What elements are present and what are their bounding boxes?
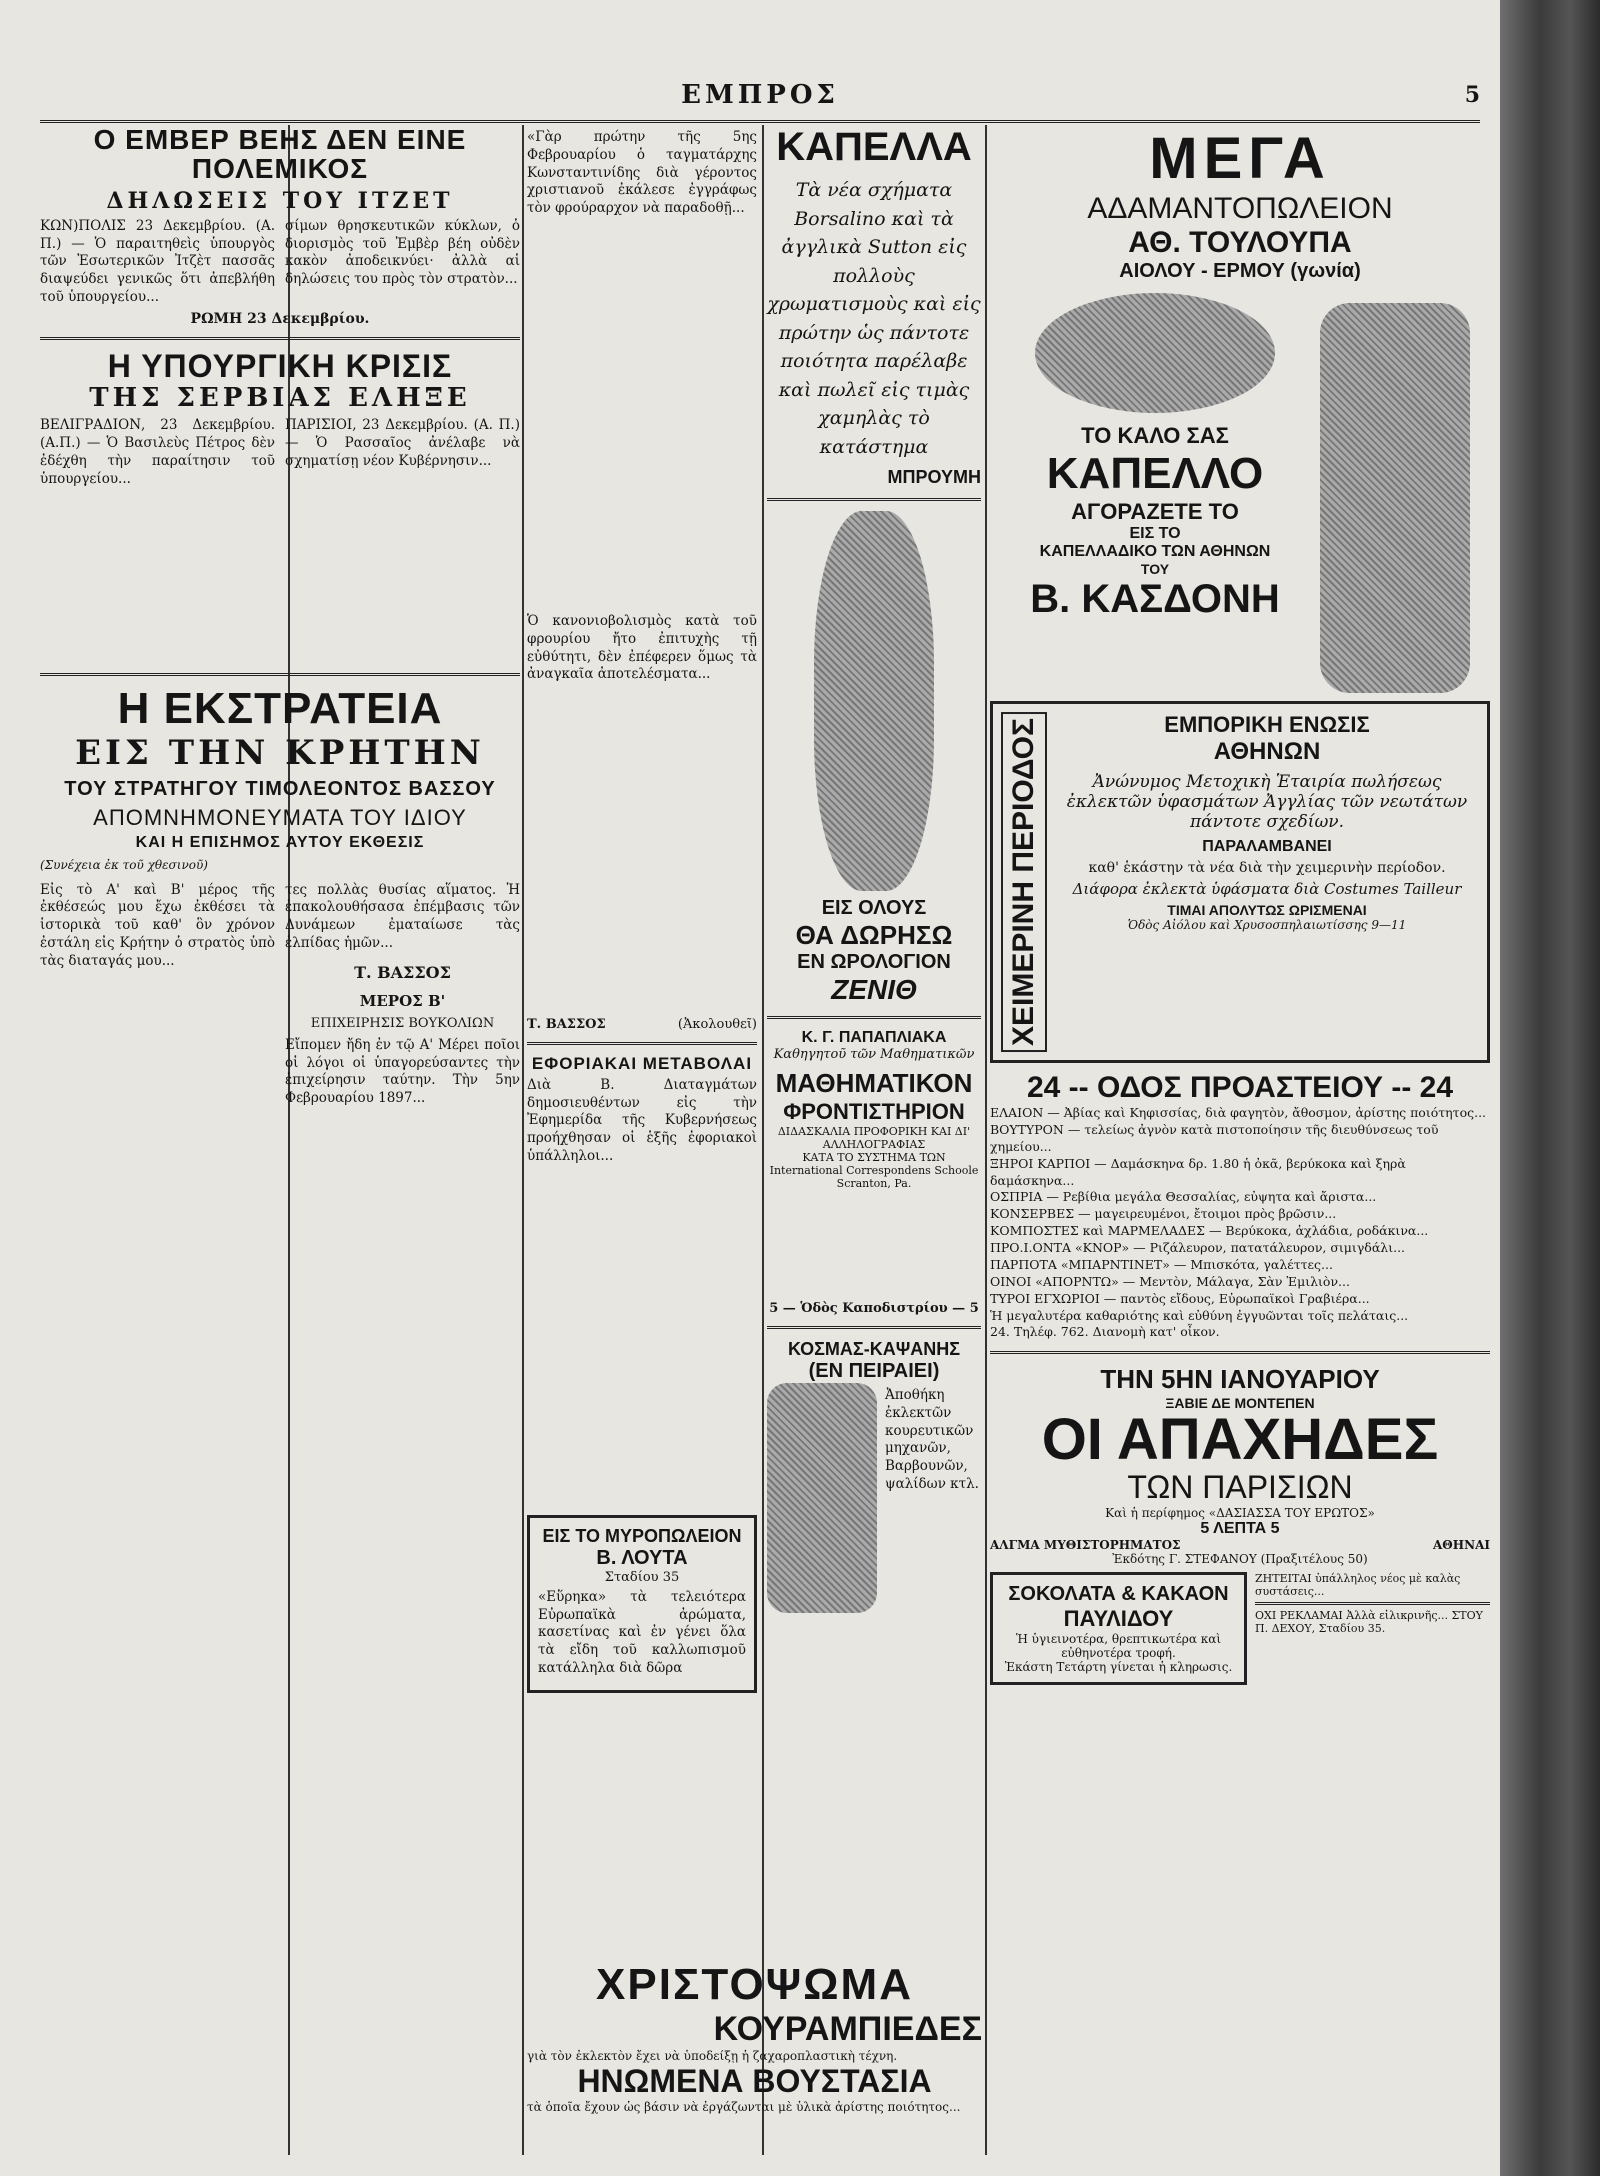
ad-kosmas-title: ΚΟΣΜΑΣ-ΚΑΨΑΝΗΣ (787, 1339, 961, 1359)
ad-proasteiou-item: ΟΣΠΡΙΑ — Ρεβίθια μεγάλα Θεσσαλίας, εὐψητα καὶ ἄριστα... (990, 1189, 1377, 1205)
ad-kourabiedes: ΚΟΥΡΑΜΠΙΕΔΕΣ (713, 2010, 982, 2048)
ad-emporiki-text: Ἀνώνυμος Μετοχικὴ Ἑταιρία πωλήσεως ἐκλεκτῶν ὑφασμάτων Ἀγγλίας τῶν νεωτάτων πάντοτε σχεδίων. (1066, 772, 1468, 832)
ad-papapliaka-sub: Καθηγητοῦ τῶν Μαθηματικῶν (773, 1047, 975, 1062)
ad-hat-name: Β. ΚΑΣΔΟΝΗ (1030, 577, 1280, 621)
ad-proasteiou-item: ΒΟΥΤΥΡΟΝ — τελείως ἀγνὸν κατὰ πιστοποίησιν τῆς διευθύνσεως τοῦ χημείου... (990, 1121, 1439, 1154)
woman-illustration (1320, 303, 1470, 693)
ad-proasteiou-item: ΚΟΝΣΕΡΒΕΣ — μαγειρευμένοι, ἔτοιμοι πρὸς βρῶσιν... (990, 1206, 1337, 1222)
article-text: ΚΩΝ)ΠΟΛΙΣ 23 Δεκεμβρίου. (Α. Π.) — Ὁ παραιτηθεὶς ὑπουργὸς τῶν Ἐσωτερικῶν Ἰτζὲτ πασσᾶς διαψεύδει γενικῶς ὅτι ἀπεβλήθη τοῦ ὑπουργείου... (40, 217, 275, 306)
headline-serbia: Η ΥΠΟΥΡΓΙΚΗ ΚΡΙΣΙΣ (107, 347, 453, 384)
article-text: «Γὰρ πρώτην τῆς 5ης Φεβρουαρίου ὁ ταγματάρχης Κωνσταντινίδης διὰ γέροντος χριστιανοῦ ἐκάλεσε ἐγγράφως τὸν φρούραρχον νὰ παραδοθῇ... (527, 129, 757, 217)
subheadline-serbia: ΤΗΣ ΣΕΡΒΙΑΣ ΕΛΗΞΕ (89, 383, 471, 414)
ad-mega: ΜΕΓΑ (1149, 126, 1331, 191)
ad-kapella-title: ΚΑΠΕΛΛΑ (776, 125, 972, 169)
article-text: Εἴπομεν ἤδη ἐν τῷ Α' Μέρει ποῖοι οἱ λόγοι οἱ ὑπαγορεύσαντες τὴν ἐπιχείρησιν ταύτην. Τὴν 5ην Φεβρουαρίου 1897... (285, 1036, 520, 1107)
masthead-title: ΕΜΠΡΟΣ (681, 80, 839, 110)
ad-zenith-line: ΕΙΣ ΟΛΟΥΣ (821, 897, 927, 919)
ad-papapliaka-name: Κ. Γ. ΠΑΠΑΠΛΙΑΚΑ (801, 1029, 947, 1046)
ad-apachides-title: ΟΙ ΑΠΑΧΗΔΕΣ (1041, 1407, 1439, 1473)
ad-zenith-brand: ΖΕΝΙΘ (831, 974, 917, 1005)
page-number: 5 (1464, 82, 1480, 108)
classifieds (1255, 1572, 1490, 1685)
ad-emporiki-title: ΕΜΠΟΡΙΚΗ ΕΝΩΣΙΣ (1164, 712, 1370, 737)
section-subtitle: ΕΠΙΧΕΙΡΗΣΙΣ ΒΟΥΚΟΛΙΩΝ (310, 1015, 495, 1031)
ads-column-5 (990, 125, 1490, 1685)
ad-emporiki-title: ΑΘΗΝΩΝ (1213, 738, 1321, 765)
ad-hat-line: ΤΟΥ (1140, 561, 1170, 577)
masthead (40, 80, 1480, 123)
ad-christopsomo-title: ΧΡΙΣΤΟΨΩΜΑ (596, 1960, 913, 2009)
article-text: Ὁ κανονιοβολισμὸς κατὰ τοῦ φρουρίου ἤτο ἐπιτυχὴς τῇ εὐθύτητι, δὲν ἐπέφερεν ὅμως τὰ ἀναγκαῖα ἀποτελέσματα... (527, 613, 757, 683)
news-column-3 (527, 125, 757, 1701)
column-rule (985, 125, 987, 2155)
headline-line: ΚΑΙ Η ΕΠΙΣΗΜΟΣ ΑΥΤΟΥ ΕΚΘΕΣΙΣ (135, 833, 425, 851)
ad-kosmas-text: Ἀποθήκη ἐκλεκτῶν κουρευτικῶν μηχανῶν, Βαρβουνῶν, ψαλίδων κτλ. (885, 1387, 979, 1493)
ad-apachides-date: ΤΗΝ 5ΗΝ ΙΑΝΟΥΑΡΙΟΥ (1100, 1364, 1380, 1395)
ad-mega-line: ΑΔΑΜΑΝΤΟΠΩΛΕΙΟΝ (1087, 192, 1393, 225)
ad-mega-line: ΑΙΟΛΟΥ - ΕΡΜΟΥ (γωνία) (1119, 260, 1361, 282)
ad-math-title: ΜΑΘΗΜΑΤΙΚΟΝ (775, 1068, 973, 1098)
ad-proasteiou-item: ΠΑΡΠΟΤΑ «ΜΠΑΡΝΤΙΝΕΤ» — Μπισκότα, γαλέττες... (990, 1256, 1333, 1272)
article-text: τες πολλὰς θυσίας αἵματος. Ἡ ἐπακολουθήσασα ἐπέμβασις τῶν Δυνάμεων ἐματαίωσε τὰς ἐλπίδας ἡμῶν... (285, 881, 520, 951)
ad-text: «Εὕρηκα» τὰ τελειότερα Εὐρωπαϊκὰ ἀρώματα, κασετίνας καὶ ἐν γένει ὅλα τὰ εἴδη τοῦ καλλωπισμοῦ κατάλληλα διὰ δῶρα (538, 1588, 746, 1677)
ad-mega-line: ΑΘ. ΤΟΥΛΟΥΠΑ (1128, 226, 1352, 259)
ad-proasteiou-item: Ἡ μεγαλυτέρα καθαριότης καὶ εὐθύνη ἐγγυῶνται τοῖς πελάταις... (990, 1307, 1409, 1323)
santa-clock-illustration (814, 511, 934, 891)
ad-myropoleion (527, 1515, 757, 1693)
ad-name: Β. ΛΟΥΤΑ (596, 1546, 688, 1569)
ad-emporiki-vertical: ΧΕΙΜΕΡΙΝΗ ΠΕΡΙΟΔΟΣ (1001, 712, 1047, 1052)
article-text: ΠΑΡΙΣΙΟΙ, 23 Δεκεμβρίου. (Α. Π.) — Ὁ Ρασσαῖος ἀνέλαβε νὰ σχηματίσῃ νέον Κυβέρνησιν... (285, 417, 520, 470)
ad-proasteiou-item: ΞΗΡΟΙ ΚΑΡΠΟΙ — Δαμάσκηνα δρ. 1.80 ἡ ὀκᾶ, βερύκοκα καὶ ξηρὰ δαμάσκηνα... (990, 1155, 1406, 1188)
ad-proasteiou-item: 24. Τηλέφ. 762. Διανομὴ κατ' οἶκον. (990, 1324, 1220, 1340)
ad-apachides-city: ΑΘΗΝΑΙ (1433, 1538, 1490, 1553)
ad-apachides-author: ΞΑΒΙΕ ΔΕ ΜΟΝΤΕΠΕΝ (1165, 1395, 1315, 1412)
ad-apachides-text: Καὶ ἡ περίφημος «ΔΑΣΙΑΣΣΑ ΤΟΥ ΕΡΩΤΟΣ» (1105, 1506, 1375, 1521)
headline-crete: Η ΕΚΣΤΡΑΤΕΙΑ (117, 684, 443, 734)
classified-item: ΟΧΙ ΡΕΚΛΑΜΑΙ Ἀλλὰ εἰλικρινῆς... ΣΤΟΥ Π. ΔΕΧΟΥ, Σταδίου 35. (1255, 1609, 1483, 1636)
ad-proasteiou-item: ΚΟΜΠΟΣΤΕΣ καὶ ΜΑΡΜΕΛΑΔΕΣ — Βερύκοκα, ἀχλάδια, ροδάκινα... (990, 1223, 1429, 1239)
ad-math-title2: ΦΡΟΝΤΙΣΤΗΡΙΟΝ (783, 1099, 965, 1124)
ads-column-4 (767, 125, 981, 1613)
ad-sokolata-name: ΠΑΥΛΙΔΟΥ (1063, 1606, 1174, 1632)
classified-item: ΖΗΤΕΙΤΑΙ ὑπάλληλος νέος μὲ καλὰς συστάσεις... (1255, 1572, 1461, 1599)
ad-christopsomo-text: τὰ ὁποῖα ἔχουν ὡς βάσιν νὰ ἐργάζωνται μὲ ὑλικὰ ἀρίστης ποιότητος... (527, 2100, 961, 2114)
ad-emporiki-prices: ΤΙΜΑΙ ΑΠΟΛΥΤΩΣ ΩΡΙΣΜΕΝΑΙ (1167, 902, 1367, 918)
ad-apachides-price: 5 ΛΕΠΤΑ 5 (1200, 1520, 1280, 1538)
ad-proasteiou-item: ΤΥΡΟΙ ΕΓΧΩΡΙΟΙ — παντὸς εἴδους, Εὐρωπαϊκοὶ Γραβιέρα... (990, 1290, 1370, 1306)
ad-hat-line: ΚΑΠΕΛΛΟ (1046, 449, 1264, 498)
article-text: ΒΕΛΙΓΡΑΔΙΟΝ, 23 Δεκεμβρίου. (Α.Π.) — Ὁ Βασιλεὺς Πέτρος δὲν ἐδέχθη τὴν παραίτησιν τοῦ ὑπουργείου... (40, 417, 275, 487)
article-text: Διὰ Β. Διαταγμάτων δημοσιευθέντων εἰς τὴν Ἐφημερίδα τῆς Κυβερνήσεως προήχθησαν οἱ ἑξῆς ἐφοριακοὶ ὑπάλληλοι... (527, 1076, 757, 1165)
ad-math-address: 5 — Ὁδὸς Καποδιστρίου — 5 (769, 1301, 979, 1316)
ad-kapella-name: ΜΠΡΟΥΜΗ (887, 467, 981, 487)
ad-emporiki-text: ΠΑΡΑΛΑΜΒΑΝΕΙ (1202, 838, 1332, 855)
ad-hat-line: ΕΙΣ ΤΟ (1129, 525, 1181, 542)
ad-hat-line: ΤΟ ΚΑΛΟ ΣΑΣ (1081, 423, 1229, 448)
ad-zenith-line: ΘΑ ΔΩΡΗΣΩ (795, 920, 953, 950)
article-text: Εἰς τὸ Α' καὶ Β' μέρος τῆς ἐκθέσεώς μου ἔχω ἐκθέσει τὰ ἱστορικὰ τοῦ καθ' ὃν χρόνον ἐστάλη εἰς Κρήτην ὁ στρατὸς ὑπὸ τὰς διαταγάς μου... (40, 881, 275, 969)
section-title: ΜΕΡΟΣ Β' (359, 991, 446, 1010)
headline-line: ΤΟΥ ΣΤΡΑΤΗΓΟΥ ΤΙΜΟΛΕΟΝΤΟΣ ΒΑΣΣΟΥ (64, 777, 496, 800)
news-columns (40, 125, 520, 1586)
subheadline-itzet: ΔΗΛΩΣΕΙΣ ΤΟΥ ΙΤΖΕΤ (106, 187, 454, 214)
ad-proasteiou-item: ΠΡΟ.Ι.ΟΝΤΑ «ΚΝΟΡ» — Ριζάλευρον, πατατάλευρον, σιμιγδάλι... (990, 1240, 1406, 1256)
headline-enver: Ο ΕΜΒΕΡ ΒΕΗΣ ΔΕΝ ΕΙΝΕ ΠΟΛΕΜΙΚΟΣ (93, 124, 467, 185)
ad-proasteiou-item: ΟΙΝΟΙ «ΑΠΟΡΝΤΩ» — Μεντὸν, Μάλαγα, Σὰν Ἐμιλιὸν... (990, 1273, 1350, 1289)
ad-christopsomo-text: γιὰ τὸν ἐκλεκτὸν ἔχει νὰ ὑποδείξῃ ἡ ζαχαροπλαστικὴ τέχνη. (527, 2049, 898, 2063)
dateline: ΡΩΜΗ 23 Δεκεμβρίου. (190, 310, 370, 327)
column-rule (522, 125, 524, 2155)
ad-apachides-publisher: ΑΛΓΜΑ ΜΥΘΙΣΤΟΡΗΜΑΤΟΣ (990, 1538, 1181, 1553)
ad-address: Σταδίου 35 (604, 1569, 680, 1585)
ad-sokolata (990, 1572, 1247, 1685)
ad-math-text: ΔΙΔΑΣΚΑΛΙΑ ΠΡΟΦΟΡΙΚΗ ΚΑΙ ΔΙ' ΑΛΛΗΛΟΓΡΑΦΙΑΣ (777, 1125, 971, 1151)
ad-zenith-line: ΕΝ ΩΡΟΛΟΓΙΟΝ (797, 951, 951, 973)
headline-tax: ΕΦΟΡΙΑΚΑΙ ΜΕΤΑΒΟΛΑΙ (531, 1054, 753, 1073)
ad-emporiki (990, 701, 1490, 1063)
ad-apachides-subtitle: ΤΩΝ ΠΑΡΙΣΙΩΝ (1127, 1469, 1353, 1506)
ad-proasteiou-title: 24 -- ΟΔΟΣ ΠΡΟΑΣΤΕΙΟΥ -- 24 (1026, 1071, 1454, 1105)
ad-proasteiou-list (990, 1105, 1490, 1341)
ad-sokolata-title: ΣΟΚΟΛΑΤΑ & ΚΑΚΑΟΝ (1008, 1583, 1229, 1606)
ad-kosmas-title2: (ΕΝ ΠΕΙΡΑΙΕΙ) (808, 1360, 940, 1382)
ad-emporiki-address: Ὁδὸς Αἰόλου καὶ Χρυσοσπηλαιωτίσσης 9—11 (1127, 918, 1407, 932)
ad-math-text: ΚΑΤΑ ΤΟ ΣΥΣΤΗΜΑ ΤΩΝ International Correspondens Schoole Scranton, Pa. (769, 1151, 979, 1190)
ad-hat-line: ΚΑΠΕΛΛΑΔΙΚΟ ΤΩΝ ΑΘΗΝΩΝ (1039, 543, 1271, 560)
scan-edge (1500, 0, 1600, 2176)
ad-boustasia: ΗΝΩΜΕΝΑ ΒΟΥΣΤΑΣΙΑ (577, 2063, 932, 2099)
hair-clipper-illustration (767, 1383, 877, 1613)
headline-line: ΑΠΟΜΝΗΜΟΝΕΥΜΑΤΑ ΤΟΥ ΙΔΙΟΥ (93, 804, 467, 830)
ad-title: ΕΙΣ ΤΟ ΜΥΡΟΠΩΛΕΙΟΝ (542, 1525, 742, 1546)
ad-kapella-text: Τὰ νέα σχήματα Borsalino καὶ τὰ ἀγγλικὰ Sutton εἰς πολλοὺς χρωματισμοὺς καὶ εἰς πρώτην ὡς πάντοτε ποιότητα παρέλαβε καὶ πωλεῖ εἰς τιμὰς χαμηλὰς τὸ κατάστημα (767, 179, 981, 458)
signature: Τ. ΒΑΣΣΟΣ (527, 1017, 606, 1032)
ad-hat-line: ΑΓΟΡΑΖΕΤΕ ΤΟ (1071, 499, 1239, 524)
hat-illustration (1035, 293, 1275, 413)
ad-emporiki-text: Διάφορα ἐκλεκτὰ ὑφάσματα διὰ Costumes Tailleur (1072, 880, 1462, 898)
ad-sokolata-text: Ἐκάστη Τετάρτη γίνεται ἡ κληρωσις. (1004, 1660, 1233, 1675)
column-rule (762, 125, 764, 2155)
ad-christopsomo (527, 1960, 982, 2160)
continuation-note: (Ἀκολουθεῖ) (677, 1017, 757, 1032)
signature: Τ. ΒΑΣΣΟΣ (354, 962, 451, 982)
continuation-note: (Συνέχεια ἐκ τοῦ χθεσινοῦ) (40, 857, 208, 872)
ad-sokolata-text: Ἡ ὑγιεινοτέρα, θρεπτικωτέρα καὶ εὐθηνοτέρα τροφή. (1015, 1632, 1222, 1661)
subheadline-crete: ΕΙΣ ΤΗΝ ΚΡΗΤΗΝ (75, 732, 485, 773)
ad-emporiki-text: καθ' ἑκάστην τὰ νέα διὰ τὴν χειμερινὴν περίοδον. (1088, 860, 1446, 876)
ad-proasteiou-item: ΕΛΑΙΟΝ — Ἀβίας καὶ Κηφισσίας, διὰ φαγητὸν, ἄθοσμον, ἀρίστης ποιότητος... (990, 1105, 1487, 1121)
ad-apachides-publisher: Ἐκδότης Γ. ΣΤΕΦΑΝΟΥ (Πραξιτέλους 50) (1112, 1552, 1368, 1567)
article-text: σίμων θρησκευτικῶν κύκλων, ὁ διορισμὸς τοῦ Ἐμβὲρ βέη οὐδὲν κακὸν ἀποδεικνύει· ἀλλὰ αἱ δηλώσεις του πρὸς τὸν στρατὸν... (285, 217, 520, 288)
